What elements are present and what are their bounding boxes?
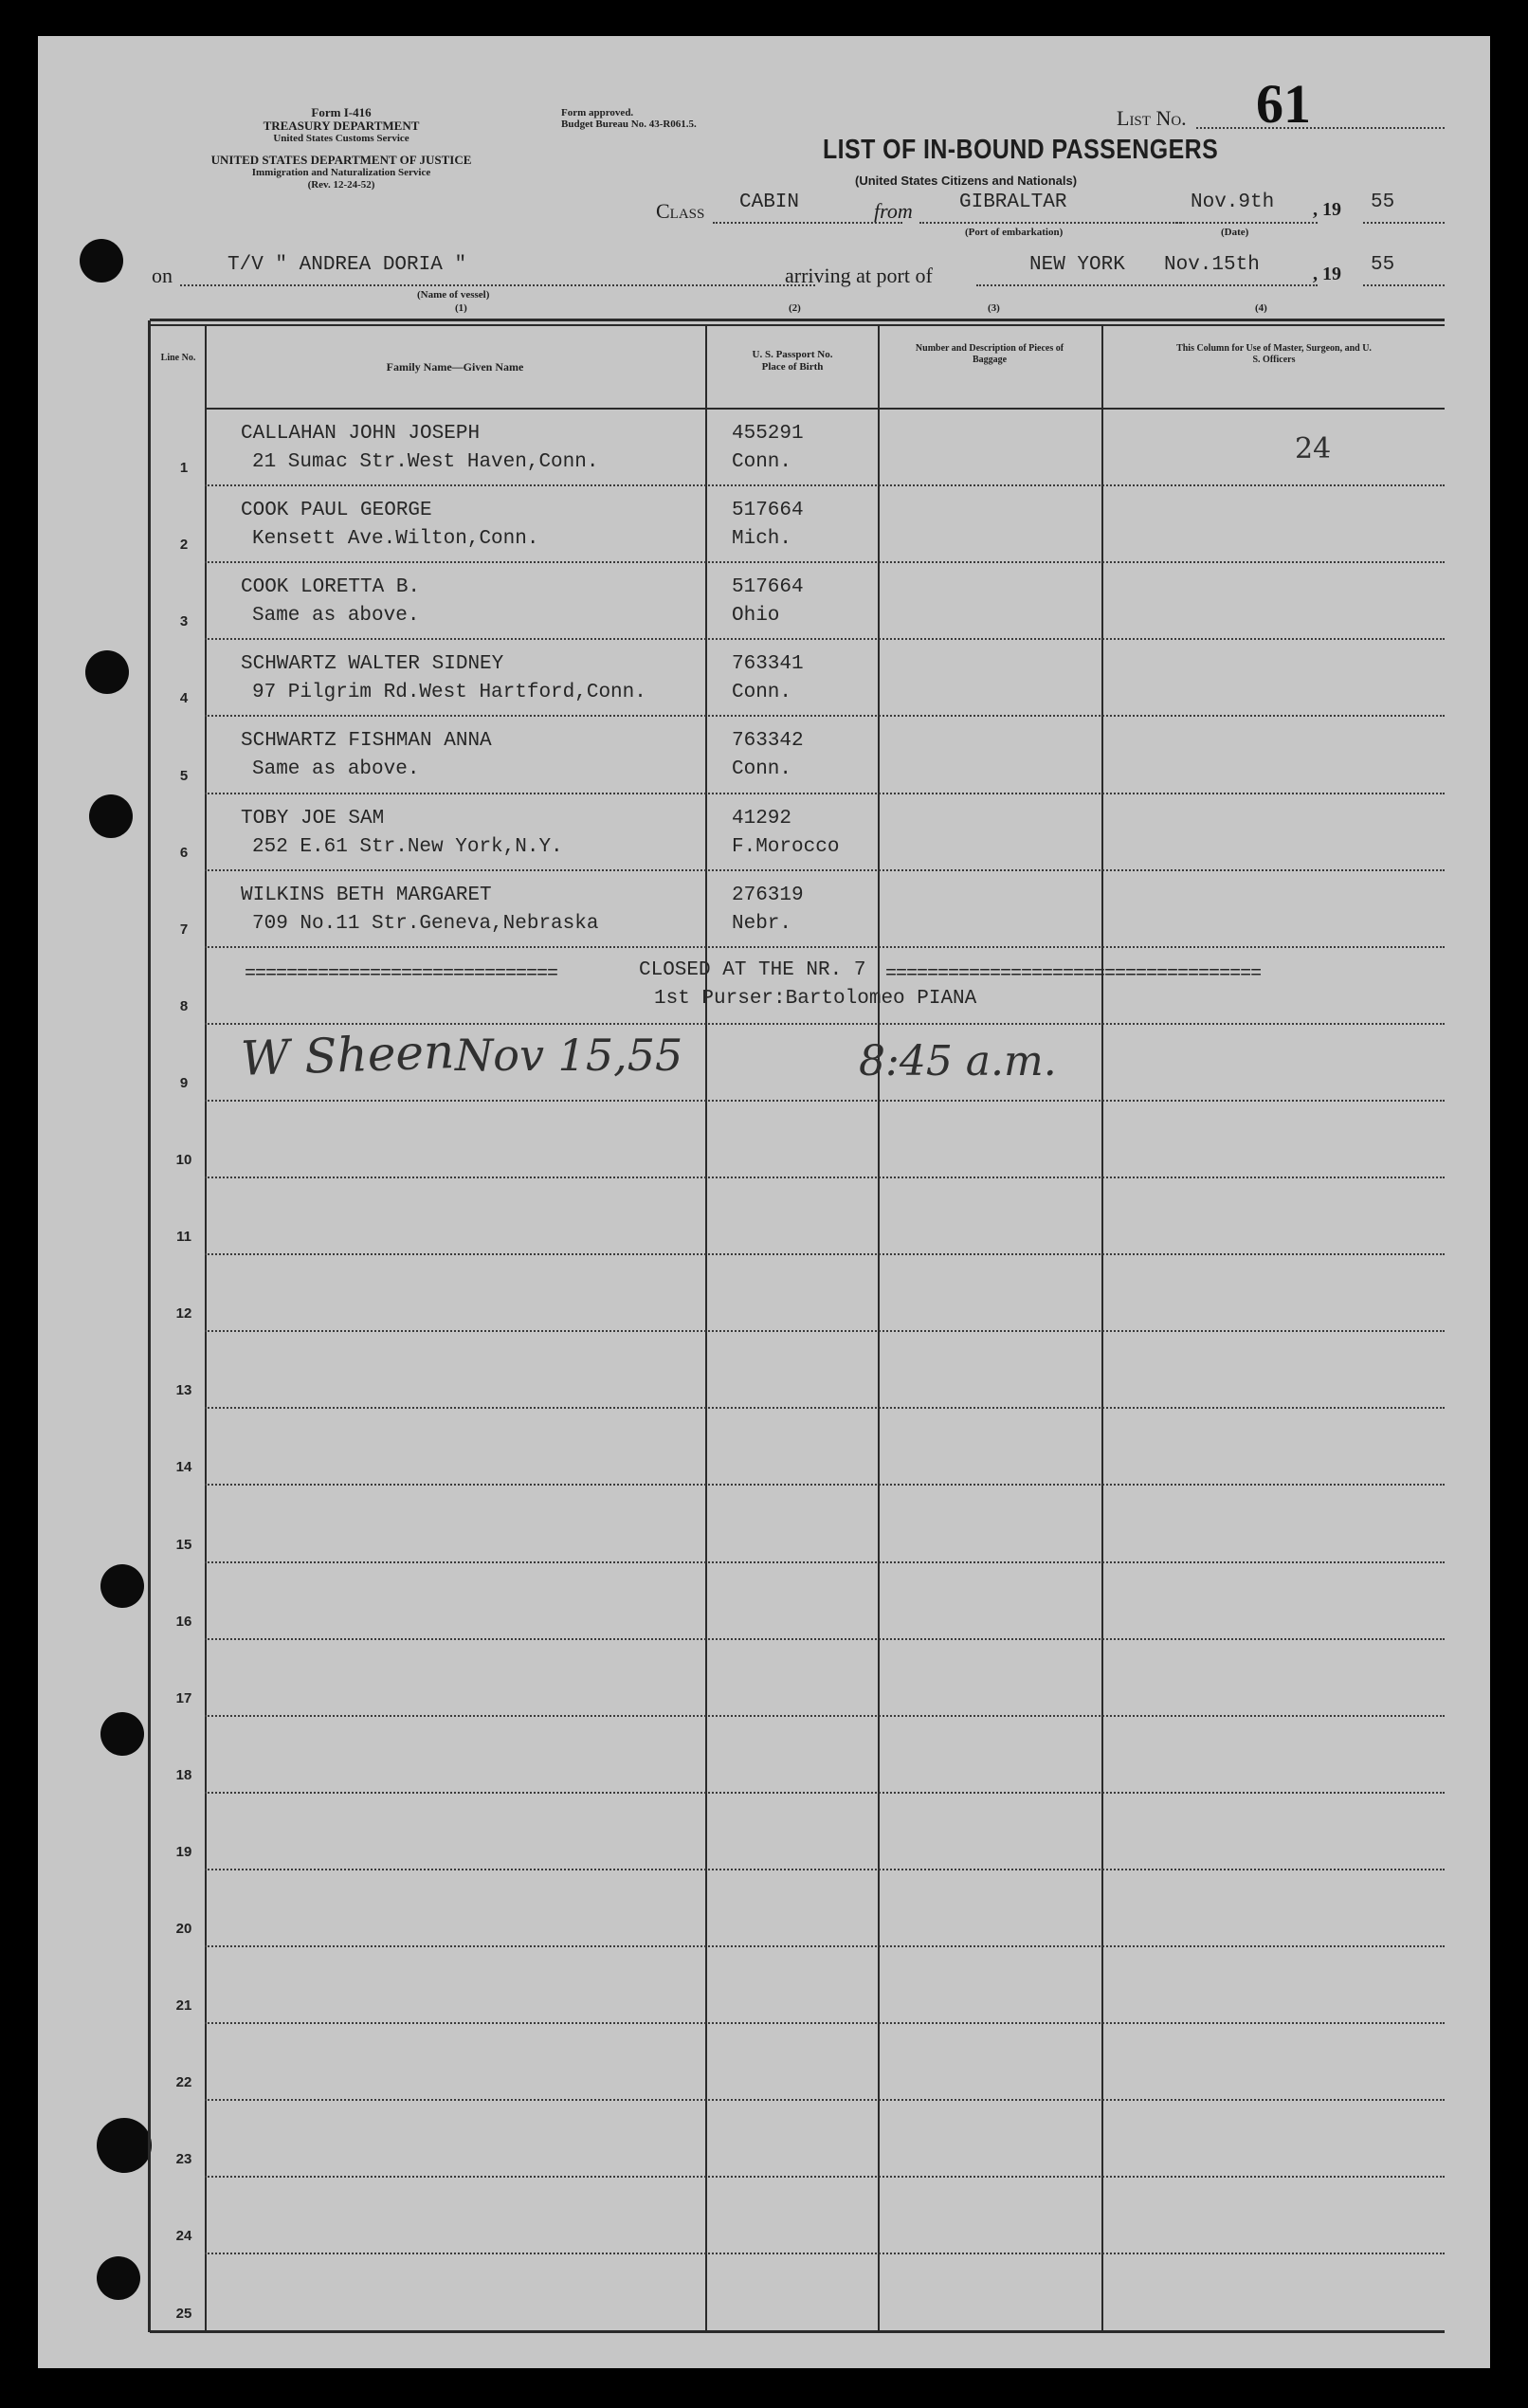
row-number: 12	[175, 1305, 192, 1323]
header-bottom-rule	[205, 408, 1445, 410]
list-no-line	[1196, 127, 1445, 129]
from-value: GIBRALTAR	[959, 192, 1067, 213]
closing-rule-right: ====================================	[885, 963, 1262, 985]
row-number: 10	[175, 1152, 192, 1168]
document-title: LIST OF IN-BOUND PASSENGERS	[823, 135, 1219, 165]
row-rule	[205, 638, 1445, 640]
list-number: 61	[1256, 73, 1311, 135]
arrival-port: NEW YORK	[1029, 254, 1125, 276]
row-rule	[205, 1945, 1445, 1947]
row-number: 18	[175, 1766, 192, 1783]
row-number: 21	[175, 1998, 192, 2015]
passenger-address: 709 No.11 Str.Geneva,Nebraska	[252, 912, 599, 935]
closing-text: CLOSED AT THE NR. 7	[639, 959, 866, 981]
row-number: 2	[179, 537, 189, 554]
row-rule	[205, 1792, 1445, 1794]
row-number: 6	[179, 844, 189, 861]
row-rule	[205, 1253, 1445, 1255]
place-of-birth: Conn.	[732, 451, 792, 473]
row-number: 7	[179, 921, 189, 938]
handwritten-signature: W Sheen	[240, 1024, 456, 1086]
passport-number: 517664	[732, 576, 804, 599]
passenger-name: SCHWARTZ WALTER SIDNEY	[241, 653, 504, 676]
arrival-line	[976, 284, 1318, 286]
handwritten-time: 8:45 a.m.	[859, 1037, 1057, 1085]
passenger-name: COOK PAUL GEORGE	[241, 500, 432, 522]
row-rule	[205, 869, 1445, 871]
vessel-name: T/V " ANDREA DORIA "	[227, 254, 467, 276]
row-rule	[205, 793, 1445, 794]
col-officers: This Column for Use of Master, Surgeon, and U. S. Officers	[1176, 343, 1372, 365]
col-line-no: Line No.	[160, 353, 196, 363]
row-rule	[205, 484, 1445, 486]
line-col-rule	[205, 324, 207, 2330]
class-value: CABIN	[739, 192, 800, 213]
row-number: 25	[175, 2305, 192, 2322]
class-label: Class	[656, 199, 705, 223]
ins-heading: Immigration and Naturalization Service	[251, 167, 431, 178]
year-2: 55	[1371, 254, 1395, 276]
row-number: 11	[176, 1229, 191, 1246]
passenger-address: 97 Pilgrim Rd.West Hartford,Conn.	[252, 682, 646, 704]
customs-service: United States Customs Service	[273, 133, 409, 144]
table-top-rule	[150, 319, 1445, 321]
passenger-address: 252 E.61 Str.New York,N.Y.	[252, 835, 563, 858]
row-number: 23	[175, 2151, 192, 2168]
caption-3: (3)	[988, 302, 1000, 314]
row-rule	[205, 1715, 1445, 1717]
row-number: 8	[179, 997, 189, 1014]
caption-2: (2)	[789, 302, 801, 314]
closing-rule-left: ==============================	[245, 963, 558, 985]
row-number: 16	[175, 1613, 192, 1630]
row-number: 14	[175, 1459, 192, 1476]
handwritten-date: Nov 15,55	[455, 1030, 683, 1081]
passport-col-rule	[878, 324, 880, 2330]
document-subtitle: (United States Citizens and Nationals)	[855, 173, 1078, 188]
baggage-col-rule	[1101, 324, 1103, 2330]
col-baggage: Number and Description of Pieces of Baggage	[915, 343, 1064, 365]
row-number: 20	[175, 1921, 192, 1937]
from-line	[919, 222, 1185, 224]
row-rule	[205, 715, 1445, 717]
place-of-birth: Ohio	[732, 605, 780, 628]
table-left-rule	[148, 320, 151, 2332]
year1-line	[1363, 222, 1445, 224]
date-embark: Nov.9th	[1191, 192, 1275, 213]
row-number: 9	[179, 1074, 189, 1091]
arriving-label: arriving at port of	[785, 264, 933, 287]
row-rule	[205, 561, 1445, 563]
purser-line: 1st Purser:Bartolomeo PIANA	[654, 988, 977, 1010]
row-rule	[205, 1023, 1445, 1025]
year-prefix-2: , 19	[1313, 264, 1341, 284]
vessel-caption: (Name of vessel)	[417, 289, 490, 301]
row-number: 24	[175, 2228, 192, 2245]
passenger-address: Same as above.	[252, 758, 420, 781]
row-rule	[205, 1638, 1445, 1640]
punch-hole-7	[97, 2256, 140, 2300]
on-label: on	[152, 264, 173, 287]
form-approved: Form approved.	[561, 107, 634, 119]
col-name: Family Name—Given Name	[386, 360, 524, 374]
table-top-rule-2	[150, 324, 1445, 326]
col-passport: U. S. Passport No. Place of Birth	[752, 349, 833, 373]
row-number: 4	[179, 690, 189, 707]
passenger-name: SCHWARTZ FISHMAN ANNA	[241, 730, 492, 753]
row-number: 22	[175, 2074, 192, 2091]
passport-number: 41292	[732, 807, 792, 830]
place-of-birth: Conn.	[732, 758, 792, 781]
passport-number: 763341	[732, 653, 804, 676]
doj-heading: UNITED STATES DEPARTMENT OF JUSTICE	[210, 153, 472, 167]
punch-hole-5	[100, 1712, 144, 1756]
row-number: 3	[179, 613, 189, 630]
passenger-address: Same as above.	[252, 605, 420, 628]
row-rule	[205, 1484, 1445, 1486]
place-of-birth: Mich.	[732, 528, 792, 551]
manifest-sheet	[38, 36, 1490, 2368]
punch-hole-4	[100, 1564, 144, 1608]
list-no-label: List No.	[1117, 106, 1187, 130]
from-label: from	[874, 199, 913, 223]
punch-hole-2	[85, 650, 129, 694]
vessel-line	[180, 284, 815, 286]
passenger-name: COOK LORETTA B.	[241, 576, 421, 599]
row-number: 5	[179, 767, 189, 784]
row-rule	[205, 2176, 1445, 2178]
row-rule	[205, 1407, 1445, 1409]
passport-number: 276319	[732, 884, 804, 906]
place-of-birth: F.Morocco	[732, 835, 840, 858]
table-bottom-rule	[150, 2330, 1445, 2333]
row-rule	[205, 2253, 1445, 2254]
port-embark-caption: (Port of embarkation)	[965, 227, 1064, 238]
passport-number: 455291	[732, 423, 804, 445]
punch-hole-6	[97, 2118, 152, 2173]
treasury-dept: TREASURY DEPARTMENT	[263, 119, 420, 133]
year-1: 55	[1371, 192, 1395, 213]
budget-bureau: Budget Bureau No. 43-R061.5.	[561, 119, 697, 130]
date-caption: (Date)	[1221, 227, 1249, 238]
punch-hole-1	[80, 239, 123, 283]
arrival-date: Nov.15th	[1164, 254, 1260, 276]
row-rule	[205, 1100, 1445, 1102]
revision: (Rev. 12-24-52)	[307, 179, 375, 191]
officer-note: 24	[1295, 432, 1332, 465]
caption-1: (1)	[455, 302, 467, 314]
year2-line	[1363, 284, 1445, 286]
row-rule	[205, 1330, 1445, 1332]
passenger-name: CALLAHAN JOHN JOSEPH	[241, 423, 481, 445]
row-number: 17	[175, 1689, 192, 1706]
row-number: 13	[175, 1382, 192, 1399]
name-col-rule	[705, 324, 707, 2330]
passport-number: 763342	[732, 730, 804, 753]
place-of-birth: Nebr.	[732, 912, 792, 935]
row-number: 15	[175, 1536, 192, 1553]
form-number: Form I-416	[311, 105, 372, 119]
row-rule	[205, 2099, 1445, 2101]
row-rule	[205, 1177, 1445, 1178]
passenger-name: WILKINS BETH MARGARET	[241, 884, 492, 906]
passport-number: 517664	[732, 500, 804, 522]
caption-4: (4)	[1255, 302, 1267, 314]
passenger-name: TOBY JOE SAM	[241, 807, 385, 830]
place-of-birth: Conn.	[732, 682, 792, 704]
row-rule	[205, 1561, 1445, 1563]
row-number: 1	[179, 460, 189, 477]
row-number: 19	[175, 1843, 192, 1860]
passenger-address: 21 Sumac Str.West Haven,Conn.	[252, 451, 599, 473]
row-rule	[205, 2022, 1445, 2024]
punch-hole-3	[89, 794, 133, 838]
row-rule	[205, 1869, 1445, 1870]
passenger-address: Kensett Ave.Wilton,Conn.	[252, 528, 539, 551]
date1-line	[1175, 222, 1318, 224]
year-prefix-1: , 19	[1313, 199, 1341, 220]
row-rule	[205, 946, 1445, 948]
